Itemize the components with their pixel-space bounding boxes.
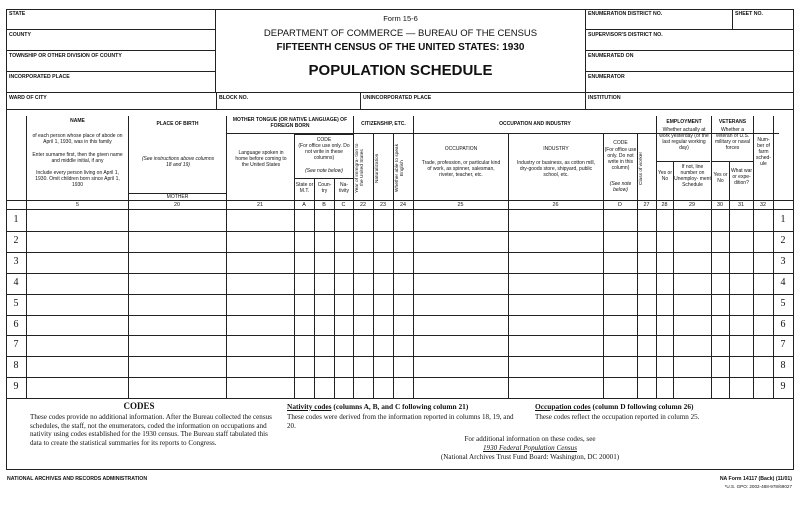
occupation-codes-text: These codes reflect the occupation reported in column 25.: [535, 413, 700, 421]
employment-title: EMPLOYMENT: [666, 119, 702, 125]
ward-row-top: [6, 92, 794, 93]
column-number: 24: [400, 202, 406, 208]
occupation-label: OCCUPATION: [444, 146, 478, 152]
header-right-divider: [585, 9, 586, 109]
code-desc: (For office use only. Do not write in these columns): [298, 143, 350, 161]
citizenship-title: CITIZENSHIP, ETC.: [361, 121, 406, 127]
column-number: 20: [174, 202, 180, 208]
occupation-codes-sub: (column D following column 26): [590, 402, 694, 411]
cit-english-label: Whether able to speak English: [395, 144, 406, 192]
industry-desc: Industry or business, as cotton mill, dry-goods store, shipyard, public school, etc.: [516, 160, 596, 178]
tongue-col-title: MOTHER TONGUE (OR NATIVE LANGUAGE) OF FOREIGN BORN: [232, 117, 348, 129]
vet-war-label: What war or expe- dition?: [730, 168, 753, 186]
occupation-codes-title: Occupation codes: [535, 402, 591, 411]
column-number: 25: [457, 202, 464, 208]
column-number: 21: [257, 202, 263, 208]
state-label: STATE: [9, 11, 26, 17]
nativity-codes-title: Nativity codes: [287, 402, 332, 411]
codes-title: CODES: [123, 401, 155, 411]
row-number-right: 6: [780, 318, 786, 330]
sheet-label: SHEET NO.: [735, 11, 763, 17]
vet-yesno-label: Yes or No: [713, 172, 728, 184]
nativity-codes-heading: [287, 402, 527, 411]
na-form-number: NA Form 14117 (Back) (11/01): [719, 476, 792, 482]
column-number: 26: [552, 202, 559, 208]
code-state-label: State or M.T.: [295, 182, 314, 194]
census-title: FIFTEENTH CENSUS OF THE UNITED STATES: 1930: [276, 42, 525, 53]
code-note: (See note below): [305, 168, 343, 174]
row-number-left: 6: [13, 318, 19, 330]
incorporated-place-label: INCORPORATED PLACE: [9, 74, 70, 80]
row-divider: [6, 315, 794, 316]
agency-name: NATIONAL ARCHIVES AND RECORDS ADMINISTRATION: [7, 476, 148, 482]
occupation-codes-heading: [535, 402, 790, 411]
vet-subhead-line: [711, 161, 753, 162]
table-row[interactable]: [6, 252, 794, 273]
county-label: COUNTY: [9, 32, 31, 38]
cit-naturalization-label: Naturalization: [375, 153, 380, 183]
class-of-worker-label: Class of worker: [639, 151, 644, 185]
row-number-right: 4: [780, 276, 786, 288]
column-number: 5: [76, 202, 79, 208]
column-number: 31: [738, 202, 744, 208]
left-row-line-3: [6, 71, 216, 72]
row-number-right: 3: [780, 255, 786, 267]
enumeration-district-label: ENUMERATION DISTRICT NO.: [588, 11, 663, 17]
row-divider: [6, 356, 794, 357]
table-row[interactable]: [6, 273, 794, 294]
row-divider: [6, 377, 794, 378]
employment-desc: Whether actually at work yesterday (or the last regular working day): [659, 127, 709, 151]
right-row-line-1: [585, 29, 794, 30]
row-number-left: 7: [13, 339, 19, 351]
row-number-left: 1: [13, 214, 19, 225]
birth-col-title: PLACE OF BIRTH: [156, 121, 199, 127]
column-number: 28: [661, 202, 668, 208]
emp-ifnot-label: If not, line number on Unemploy- ment Schedule: [674, 164, 711, 188]
township-label: TOWNSHIP OR OTHER DIVISION OF COUNTY: [9, 53, 122, 59]
row-divider: [6, 273, 794, 274]
table-row[interactable]: [6, 356, 794, 377]
right-row-line-2: [585, 50, 794, 51]
top-border: [6, 9, 794, 10]
birth-col-desc: (See instructions above columns 18 and 19): [141, 156, 215, 168]
column-number: 22: [360, 202, 366, 208]
row-number-left: 3: [13, 255, 19, 267]
farm-schedule-label: Num- ber of farm sched- ule: [755, 137, 771, 167]
row-divider: [6, 252, 794, 253]
footer-top-line: [6, 398, 794, 399]
table-row[interactable]: [6, 231, 794, 252]
row-number-left: 4: [13, 276, 19, 288]
column-number: 27: [643, 202, 650, 208]
ward-divider-1: [216, 92, 217, 109]
emp-yesno-label: Yes or No: [658, 170, 672, 182]
veterans-title: VETERANS: [718, 119, 747, 125]
name-col-desc-2: Enter surname first, then the given name and middle initial, if any: [32, 152, 123, 164]
table-row[interactable]: [6, 377, 794, 398]
row-number-right: 9: [780, 381, 786, 393]
unincorporated-label: UNINCORPORATED PLACE: [363, 95, 432, 101]
info-line-1: For additional information on these codes, see: [464, 435, 596, 443]
column-number: C: [341, 202, 346, 208]
nativity-codes-sub: (columns A, B, and C following column 21): [331, 402, 469, 411]
column-number: 32: [760, 202, 766, 208]
industry-label: INDUSTRY: [543, 146, 569, 152]
codes-text: These codes provide no additional information. After the Bureau collected the census schedules, the staff, not the enumerators, coded the information on occupations and nativity using codes established for the 1930 census. The Bureau staff tabulated this data to create the statistical summaries for its reports to Congress.: [30, 413, 272, 447]
occupation-group-title: OCCUPATION AND INDUSTRY: [499, 121, 571, 127]
column-number: A: [302, 202, 306, 208]
veterans-desc: Whether a veteran of U.S. military or naval forces: [714, 127, 750, 151]
occ-code-note: (See note below): [609, 181, 632, 193]
emp-subhead-line: [656, 161, 710, 162]
row-number-right: 8: [780, 360, 786, 372]
row-number-left: 8: [13, 360, 19, 372]
name-col-title: NAME: [70, 118, 85, 124]
left-row-line-2: [6, 50, 216, 51]
block-label: BLOCK NO.: [219, 95, 249, 101]
row-number-right: 2: [780, 234, 786, 246]
row-divider: [6, 294, 794, 295]
column-number: 30: [717, 202, 723, 208]
row-divider: [6, 335, 794, 336]
code-subhead-line: [294, 178, 353, 179]
row-divider: [6, 231, 794, 232]
name-col-desc-1: of each person whose place of abode on April 1, 1930, was in this family: [32, 133, 123, 145]
sheet-divider: [732, 9, 733, 29]
column-number: D: [618, 202, 622, 208]
occupation-desc: Trade, profession, or particular kind of work, as spinner, salesman, riveter, teacher, etc.: [421, 160, 501, 178]
table-row[interactable]: [6, 294, 794, 315]
tongue-col-desc: Language spoken in home before coming to the United States: [235, 150, 287, 168]
name-col-desc-3: Include every person living on April 1, 1930. Omit children born since April 1, 1930: [35, 170, 120, 188]
column-number: B: [322, 202, 326, 208]
birth-mother-label: MOTHER: [166, 194, 189, 200]
enumerator-label: ENUMERATOR: [588, 74, 625, 80]
info-line-2: 1930 Federal Population Census: [483, 444, 577, 452]
row-number-left: 9: [13, 381, 19, 393]
row-number-right: 1: [780, 214, 786, 225]
row-number-right: 5: [780, 297, 786, 309]
occ-code-desc: (For office use only. Do not write in this column): [604, 147, 637, 171]
colnum-row-top: [6, 200, 794, 201]
schedule-title: POPULATION SCHEDULE: [308, 62, 493, 79]
table-row[interactable]: [6, 315, 794, 336]
code-country-label: Coun- try: [317, 182, 332, 194]
ward-label: WARD OF CITY: [9, 95, 47, 101]
code-nativity-label: Na- tivity: [339, 182, 349, 194]
gpo-number: *U.S. GPO: 2002-488-978/69027: [724, 484, 792, 489]
form-number: Form 15-6: [383, 14, 418, 23]
cit-year-label: Year of immigra- tion to the United States: [355, 143, 366, 193]
column-number: 23: [380, 202, 386, 208]
supervisor-district-label: SUPERVISOR'S DISTRICT NO.: [588, 32, 663, 38]
row-number-left: 2: [13, 234, 19, 246]
column-number: 29: [689, 202, 695, 208]
code-title: CODE: [316, 137, 332, 143]
occ-code-title: CODE: [613, 140, 628, 146]
table-row[interactable]: [6, 335, 794, 356]
row-number-left: 5: [13, 297, 19, 309]
left-row-line-1: [6, 29, 216, 30]
row-number-right: 7: [780, 339, 786, 351]
right-row-line-3: [585, 71, 794, 72]
footer-bottom-line: [6, 469, 794, 470]
ward-divider-2: [360, 92, 361, 109]
ward-row-bottom: [6, 109, 794, 110]
department-title: DEPARTMENT OF COMMERCE — BUREAU OF THE CENSUS: [263, 28, 538, 39]
table-row[interactable]: [6, 210, 794, 231]
enumerated-on-label: ENUMERATED ON: [588, 53, 634, 59]
code-block-top: [294, 134, 353, 135]
info-line-3: (National Archives Trust Fund Board: Washington, DC 20001): [440, 453, 620, 461]
institution-label: INSTITUTION: [588, 95, 621, 101]
nativity-codes-text: These codes were derived from the information reported in columns 18, 19, and 20.: [287, 413, 514, 430]
